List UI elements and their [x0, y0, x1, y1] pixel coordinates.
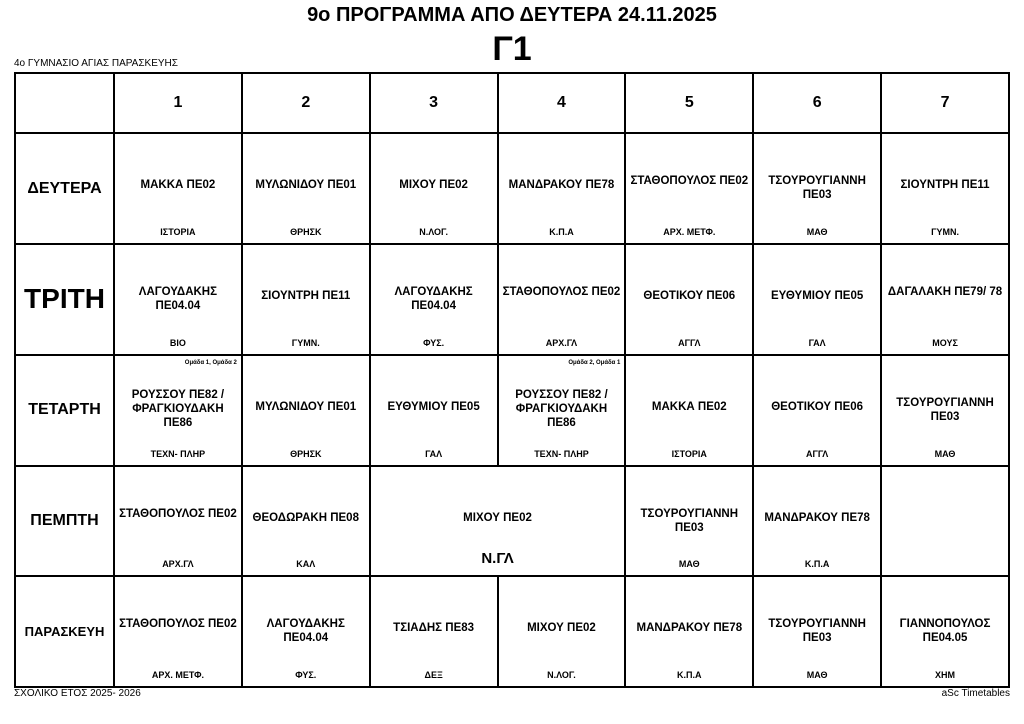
subject-name: ΙΣΤΟΡΙΑ	[671, 448, 707, 459]
lesson-cell	[498, 244, 626, 355]
subject-name: ΒΙΟ	[169, 337, 186, 348]
day-label: ΠΑΡΑΣΚΕΥΗ	[15, 576, 114, 687]
period-header: 6	[753, 73, 881, 133]
teacher-name: ΘΕΟΤΙΚΟΥ ΠΕ06	[643, 290, 736, 303]
lesson-cell	[242, 355, 370, 466]
subject-name: ΜΑΘ	[806, 670, 828, 680]
subject-name: ΦΥΣ.	[423, 337, 445, 348]
timetable-grid	[14, 72, 1010, 688]
lesson-cell	[881, 133, 1009, 244]
teacher-name: ΕΥΘΥΜΙΟΥ ΠΕ05	[387, 400, 480, 413]
day-label: ΔΕΥΤΕΡΑ	[15, 133, 114, 244]
teacher-name: ΜΑΝΔΡΑΚΟΥ ΠΕ78	[636, 622, 743, 635]
group-note: Ομάδα 2, Ομάδα 1	[568, 359, 621, 366]
teacher-name: ΤΣΟΥΡΟΥΓΙΑΝΝΗ ΠΕ03	[896, 396, 994, 423]
teacher-name: ΤΣΟΥΡΟΥΓΙΑΝΝΗ ΠΕ03	[768, 618, 866, 645]
generator-label: aSc Timetables	[941, 688, 1010, 699]
lesson-cell	[498, 133, 626, 244]
teacher-name: ΛΑΓΟΥΔΑΚΗΣ ΠΕ04.04	[266, 618, 345, 645]
lesson-cell	[753, 244, 881, 355]
subject-name: ΑΓΓΛ	[678, 337, 701, 348]
subject-name: Κ.Π.Α	[804, 559, 830, 570]
subject-name: ΤΕΧΝ- ΠΛΗΡ	[150, 448, 206, 459]
lesson-cell	[370, 244, 498, 355]
subject-name: ΓΑΛ	[808, 337, 826, 348]
lesson-cell	[242, 466, 370, 577]
teacher-name: ΛΑΓΟΥΔΑΚΗΣ ΠΕ04.04	[394, 286, 473, 313]
lesson-cell	[114, 576, 242, 687]
school-name: 4ο ΓΥΜΝΑΣΙΟ ΑΓΙΑΣ ΠΑΡΑΣΚΕΥΗΣ	[14, 58, 178, 69]
subject-name: ΑΡΧ. ΜΕΤΦ.	[663, 227, 716, 238]
subject-name: ΓΥΜΝ.	[931, 227, 959, 238]
day-row	[15, 244, 1009, 355]
lesson-cell	[881, 244, 1009, 355]
subject-name: ΦΥΣ.	[295, 670, 317, 680]
corner-cell	[15, 73, 114, 133]
teacher-name: ΤΣΟΥΡΟΥΓΙΑΝΝΗ ΠΕ03	[640, 507, 739, 534]
teacher-name: ΜΥΛΩΝΙΔΟΥ ΠΕ01	[255, 179, 357, 192]
lesson-cell	[881, 576, 1009, 687]
lesson-cell	[370, 355, 498, 466]
teacher-name: ΓΙΑΝΝΟΠΟΥΛΟΣ ΠΕ04.05	[899, 618, 991, 645]
subject-name: ΜΑΘ	[678, 559, 700, 570]
teacher-name: ΜΑΚΚΑ ΠΕ02	[140, 179, 216, 192]
period-header: 7	[881, 73, 1009, 133]
subject-name: ΘΡΗΣΚ	[290, 227, 322, 238]
teacher-name: ΣΤΑΘΟΠΟΥΛΟΣ ΠΕ02	[630, 175, 749, 188]
period-header: 2	[242, 73, 370, 133]
period-header: 4	[498, 73, 626, 133]
teacher-name: ΣΙΟΥΝΤΡΗ ΠΕ11	[261, 290, 351, 303]
class-name: Γ1	[492, 30, 532, 68]
subject-name: ΑΓΓΛ	[805, 448, 829, 459]
period-header-row	[15, 73, 1009, 133]
lesson-cell	[625, 466, 753, 577]
lesson-cell	[242, 244, 370, 355]
subject-name: ΜΑΘ	[806, 227, 828, 238]
subject-name: ΜΟΥΣ	[932, 337, 958, 348]
subject-name: ΑΡΧ.ΓΛ	[162, 559, 194, 570]
subject-name: Ν.ΛΟΓ.	[419, 227, 448, 238]
teacher-name: ΜΙΧΟΥ ΠΕ02	[399, 179, 468, 192]
subject-name: Ν.ΛΟΓ.	[547, 670, 576, 680]
lesson-cell	[114, 133, 242, 244]
subject-name: ΙΣΤΟΡΙΑ	[160, 227, 196, 238]
subject-name: Κ.Π.Α	[677, 670, 702, 680]
lesson-cell	[242, 133, 370, 244]
teacher-name: ΘΕΟΤΙΚΟΥ ΠΕ06	[771, 400, 864, 413]
lesson-cell	[753, 466, 881, 577]
lesson-cell	[625, 133, 753, 244]
teacher-name: ΡΟΥΣΣΟΥ ΠΕ82 / ΦΡΑΓΚΙΟΥΔΑΚΗ ΠΕ86	[131, 388, 225, 429]
lesson-cell	[753, 355, 881, 466]
period-header: 1	[114, 73, 242, 133]
teacher-name: ΜΑΚΚΑ ΠΕ02	[651, 400, 727, 413]
teacher-name: ΘΕΟΔΩΡΑΚΗ ΠΕ08	[252, 511, 359, 524]
day-row	[15, 355, 1009, 466]
teacher-name: ΜΥΛΩΝΙΔΟΥ ΠΕ01	[255, 400, 357, 413]
teacher-name: ΡΟΥΣΣΟΥ ΠΕ82 / ΦΡΑΓΚΙΟΥΔΑΚΗ ΠΕ86	[515, 388, 608, 429]
subject-name: ΔΕΞ	[424, 670, 443, 680]
teacher-name: ΣΤΑΘΟΠΟΥΛΟΣ ΠΕ02	[502, 286, 621, 299]
lesson-cell	[114, 244, 242, 355]
teacher-name: ΤΣΟΥΡΟΥΓΙΑΝΝΗ ΠΕ03	[768, 175, 866, 202]
teacher-name: ΛΑΓΟΥΔΑΚΗΣ ΠΕ04.04	[138, 286, 218, 313]
lesson-cell	[753, 133, 881, 244]
group-note: Ομάδα 1, Ομάδα 2	[184, 359, 237, 366]
teacher-name: ΜΙΧΟΥ ΠΕ02	[527, 622, 596, 635]
subject-name: ΓΑΛ	[425, 448, 443, 459]
day-label: ΠΕΜΠΤΗ	[15, 466, 114, 577]
teacher-name: ΜΑΝΔΡΑΚΟΥ ΠΕ78	[508, 179, 615, 192]
teacher-name: ΣΙΟΥΝΤΡΗ ΠΕ11	[900, 179, 990, 192]
lesson-cell	[498, 576, 626, 687]
lesson-cell	[114, 466, 242, 577]
teacher-name: ΤΣΙΑΔΗΣ ΠΕ83	[393, 622, 475, 635]
lesson-cell	[753, 576, 881, 687]
subject-name: Ν.ΓΛ	[481, 550, 514, 568]
subject-name: Κ.Π.Α	[549, 227, 574, 238]
day-row	[15, 466, 1009, 577]
teacher-name: ΕΥΘΥΜΙΟΥ ΠΕ05	[771, 290, 864, 303]
subject-name: ΧΗΜ	[935, 670, 956, 680]
teacher-name: ΜΑΝΔΡΑΚΟΥ ΠΕ78	[764, 511, 870, 524]
timetable-title: 9ο ΠΡΟΓΡΑΜΜΑ ΑΠΟ ΔΕΥΤΕΡΑ 24.11.2025	[307, 4, 717, 26]
subject-name: ΘΡΗΣΚ	[290, 448, 322, 459]
lesson-cell	[242, 576, 370, 687]
lesson-cell	[881, 355, 1009, 466]
period-header: 3	[370, 73, 498, 133]
lesson-cell	[370, 576, 498, 687]
subject-name: ΜΑΘ	[934, 448, 956, 459]
lesson-cell	[114, 355, 242, 466]
subject-name: ΓΥΜΝ.	[291, 337, 320, 348]
lesson-cell	[498, 355, 626, 466]
day-label: ΤΡΙΤΗ	[15, 244, 114, 355]
lesson-cell	[625, 244, 753, 355]
teacher-name: ΜΙΧΟΥ ΠΕ02	[463, 511, 532, 524]
subject-name: ΑΡΧ. ΜΕΤΦ.	[151, 670, 204, 680]
period-header: 5	[625, 73, 753, 133]
teacher-name: ΔΑΓΑΛΑΚΗ ΠΕ79/ 78	[887, 286, 1003, 299]
day-row	[15, 576, 1009, 687]
day-row	[15, 133, 1009, 244]
day-label: ΤΕΤΑΡΤΗ	[15, 355, 114, 466]
lesson-cell	[625, 576, 753, 687]
lesson-cell	[881, 466, 1009, 577]
lesson-cell	[370, 466, 626, 577]
subject-name: ΑΡΧ.ΓΛ	[545, 337, 578, 348]
lesson-cell	[370, 133, 498, 244]
teacher-name: ΣΤΑΘΟΠΟΥΛΟΣ ΠΕ02	[119, 507, 237, 520]
subject-name: ΚΑΛ	[296, 559, 316, 570]
teacher-name: ΣΤΑΘΟΠΟΥΛΟΣ ΠΕ02	[119, 618, 237, 631]
subject-name: ΤΕΧΝ- ΠΛΗΡ	[534, 448, 589, 459]
lesson-cell	[625, 355, 753, 466]
school-year: ΣΧΟΛΙΚΟ ΕΤΟΣ 2025- 2026	[14, 688, 141, 699]
